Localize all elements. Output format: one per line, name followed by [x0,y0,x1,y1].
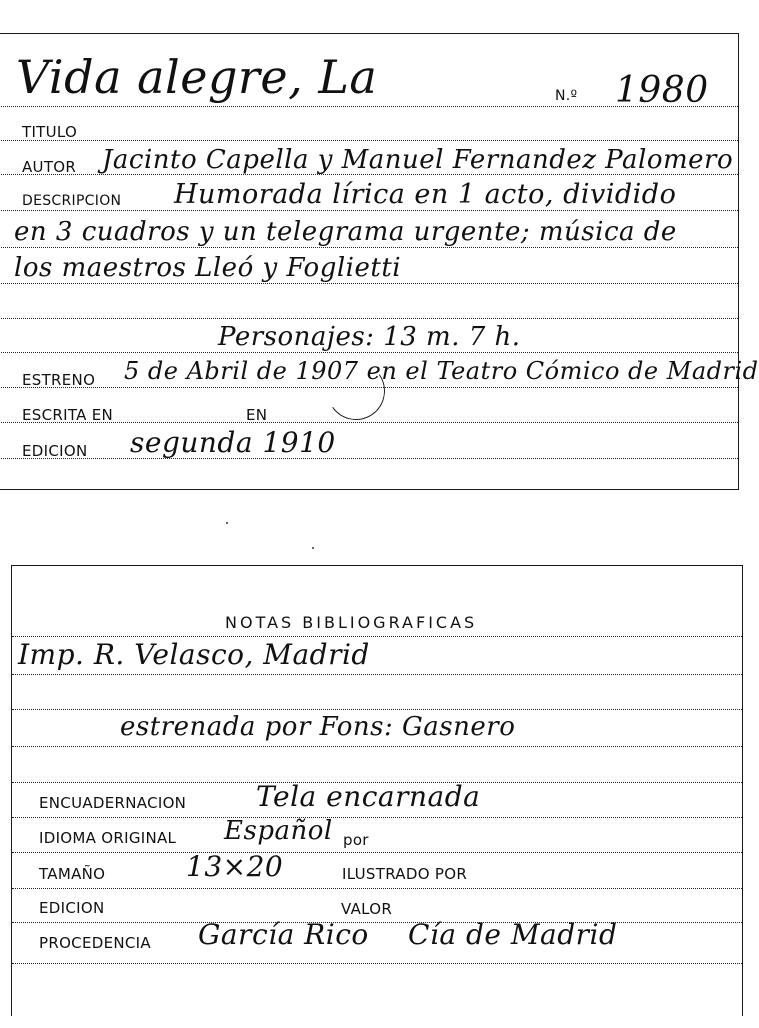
notes-handwriting-1: Imp. R. Velasco, Madrid [18,638,370,671]
ruled-line [12,922,742,923]
encuadernacion-label: ENCUADERNACION [39,794,187,812]
speck [226,522,228,524]
tamano-label: TAMAÑO [39,865,106,883]
ruled-line [12,963,742,964]
edicion-label-back: EDICION [39,899,105,917]
ruled-line [12,636,742,637]
ruled-line [0,458,738,459]
ruled-line [0,352,738,353]
ruled-line [0,318,738,319]
valor-label: VALOR [341,900,393,918]
number-label: N.º [555,88,578,104]
speck [312,547,314,549]
ruled-line [12,888,742,889]
personajes-handwriting: Personajes: 13 m. 7 h. [218,322,521,352]
tamano-handwriting: 13×20 [186,850,284,883]
idioma-label: IDIOMA ORIGINAL [39,829,177,847]
notes-handwriting-2: estrenada por Fons: Gasnero [120,712,516,742]
ilustrado-label: ILUSTRADO POR [342,865,468,883]
escrita-en-label: ESCRITA EN [22,406,114,424]
descripcion-handwriting-line-3: los maestros Lleó y Foglietti [14,253,402,283]
ruled-line [12,746,742,747]
catalog-card-back [11,565,743,1016]
ruled-line [0,283,738,284]
descripcion-handwriting-line-2: en 3 cuadros y un telegrama urgente; música de [14,217,677,247]
catalog-number: 1980 [615,70,709,111]
ruled-line [12,817,742,818]
notas-heading: NOTAS BIBLIOGRAFICAS [225,613,478,632]
catalog-card-front [0,33,759,490]
autor-label: AUTOR [22,158,77,176]
ruled-line [0,210,738,211]
edicion-handwriting: segunda 1910 [130,426,336,459]
procedencia-handwriting-2: Cía de Madrid [408,918,618,951]
estreno-handwriting: 5 de Abril de 1907 en el Teatro Cómico de Madrid [124,357,759,385]
ruled-line [12,709,742,710]
idioma-handwriting: Español [224,816,333,846]
en-label: EN [246,406,268,424]
autor-handwriting: Jacinto Capella y Manuel Fernandez Palomero [102,145,734,175]
procedencia-handwriting: García Rico [198,918,369,951]
titulo-label: TITULO [22,123,78,141]
edicion-label: EDICION [22,442,88,460]
descripcion-label: DESCRIPCION [22,193,122,209]
ruled-line [12,852,742,853]
ruled-line [0,140,738,141]
ruled-line [0,247,738,248]
ruled-line [12,674,742,675]
encuadernacion-handwriting: Tela encarnada [256,780,481,813]
procedencia-label: PROCEDENCIA [39,934,151,952]
title-handwriting: Vida alegre, La [16,50,378,104]
estreno-label: ESTRENO [22,371,96,389]
descripcion-handwriting: Humorada lírica en 1 acto, dividido [174,179,677,210]
por-label: por [343,831,369,849]
